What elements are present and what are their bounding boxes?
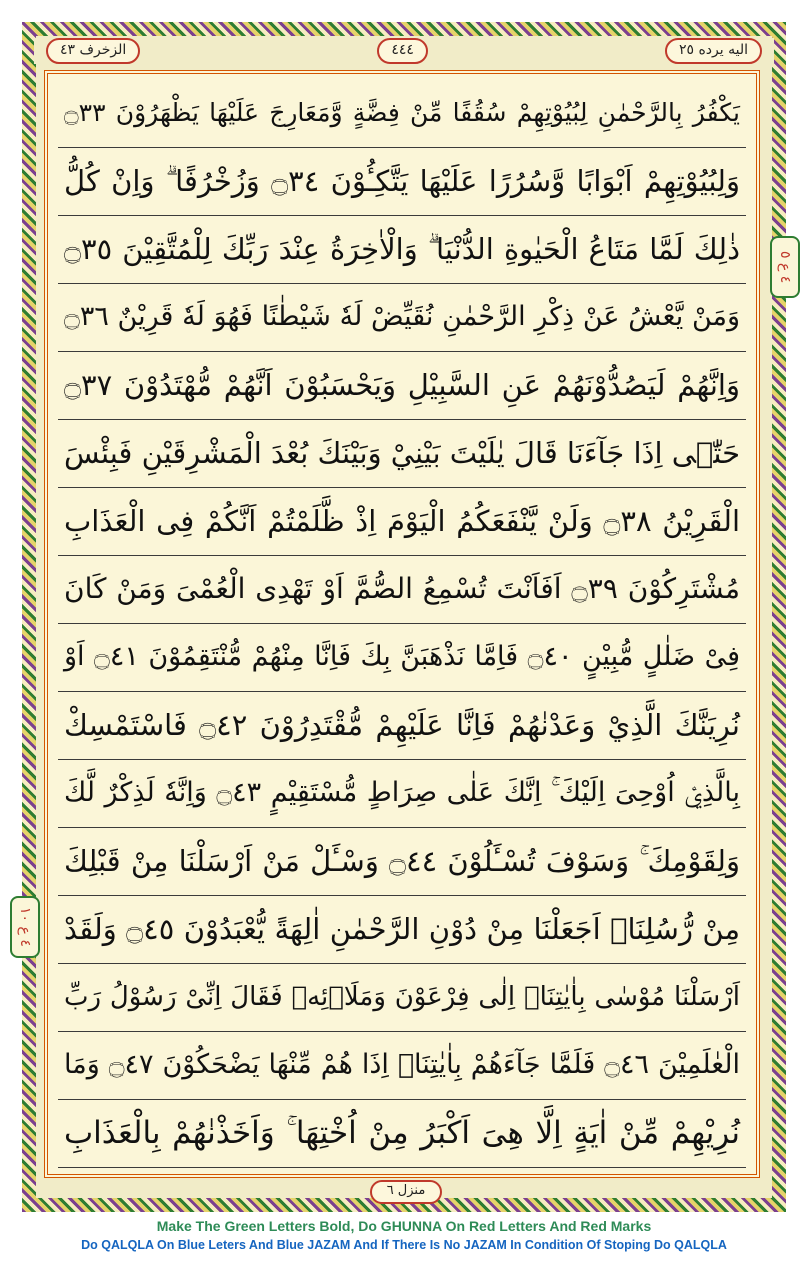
line-text: ذٰلِكَ لَمَّا مَتَاعُ الْحَيٰوةِ الدُّنْيَا ۗ وَالْاٰخِرَةُ عِنْدَ رَبِّكَ لِلْمُتَّقِيْنَ ۝٣٥ <box>64 231 740 266</box>
text-line <box>58 554 746 624</box>
text-line <box>58 622 746 692</box>
line-text: نُرِيَنَّكَ الَّذِيْ وَعَدْنٰهُمْ فَاِنَّا عَلَيْهِمْ مُّقْتَدِرُوْنَ ۝٤٢ فَاسْتَمْسِكْ <box>64 707 740 742</box>
line-text: مُشْتَرِكُوْنَ ۝٣٩ اَفَاَنْتَ تُسْمِعُ الصُّمَّ اَوْ تَهْدِى الْعُمْىَ وَمَنْ كَانَ <box>64 571 740 605</box>
text-line <box>58 826 746 896</box>
line-text: حَتّٰۤى اِذَا جَآءَنَا قَالَ يٰلَيْتَ بَيْنِيْ وَبَيْنَكَ بُعْدَ الْمَشْرِقَيْنِ فَبِئْسَ <box>64 435 740 470</box>
tajweed-note-1: Make The Green Letters Bold, Do GHUNNA On Red Letters And Red Marks <box>156 1218 652 1234</box>
line-text: الْعٰلَمِيْنَ ۝٤٦ فَلَمَّا جَآءَهُمْ بِاٰيٰتِنَاۤ اِذَا هُمْ مِّنْهَا يَضْحَكُوْنَ ۝٤٧ وَمَا <box>64 1048 741 1080</box>
text-line <box>58 214 746 284</box>
page-number: ٤٤٤ <box>377 38 428 64</box>
surah-label: الزخرف ٤٣ <box>46 38 140 64</box>
line-text: وَلِبُيُوْتِهِمْ اَبْوَابًا وَّسُرُرًا عَلَيْهَا يَتَّكِـُٔوْنَ ۝٣٤ وَزُخْرُفًا ۗ وَاِنْ كُلُّ <box>64 163 740 198</box>
line-text: نُرِيْهِمْ مِّنْ اٰيَةٍ اِلَّا هِىَ اَكْبَرُ مِنْ اُخْتِهَا ۚ وَاَخَذْنٰهُمْ بِالْعَذَابِ <box>64 1114 740 1151</box>
line-text: فِىْ ضَلٰلٍ مُّبِيْنٍ ۝٤٠ فَاِمَّا نَذْهَبَنَّ بِكَ فَاِنَّا مِنْهُمْ مُّنْتَقِمُوْنَ ۝٤١ اَوْ <box>64 640 740 672</box>
text-line <box>58 1098 746 1168</box>
ruku-badge-top: ٤ ع ٥ <box>770 236 800 298</box>
manzil-label: منزل ٦ <box>370 1180 442 1204</box>
text-line <box>58 486 746 556</box>
text-line <box>58 146 746 216</box>
line-text: وَمَنْ يَّعْشُ عَنْ ذِكْرِ الرَّحْمٰنِ نُقَيِّضْ لَهٗ شَيْطٰنًا فَهُوَ لَهٗ قَرِيْنٌ ۝٣٦ <box>64 300 740 332</box>
text-line <box>58 78 746 148</box>
text-line <box>58 1030 746 1100</box>
line-text: مِنْ رُّسُلِنَاۤ اَجَعَلْنَا مِنْ دُوْنِ الرَّحْمٰنِ اٰلِهَةً يُّعْبَدُوْنَ ۝٤٥ وَلَقَدْ <box>64 911 740 946</box>
line-text: وَاِنَّهُمْ لَيَصُدُّوْنَهُمْ عَنِ السَّبِيْلِ وَيَحْسَبُوْنَ اَنَّهُمْ مُّهْتَدُوْنَ ۝٣٧ <box>64 367 740 402</box>
text-line <box>58 350 746 420</box>
juz-label: اليه يرده ٢٥ <box>665 38 762 64</box>
text-line <box>58 894 746 964</box>
text-line <box>58 690 746 760</box>
text-line <box>58 758 746 828</box>
tajweed-note-2: Do QALQLA On Blue Leters And Blue JAZAM And If There Is No JAZAM In Condition Of Stoping Do QALQLA <box>81 1238 727 1252</box>
text-line <box>58 282 746 352</box>
line-text: اَرْسَلْنَا مُوْسٰى بِاٰيٰتِنَاۤ اِلٰى فِرْعَوْنَ وَمَلَا۟ئِهٖ فَقَالَ اِنِّىْ رَسُوْلُ رَبِّ <box>64 981 740 1012</box>
quran-page <box>44 70 760 1178</box>
ruku-badge-bottom: ٤ ع ١٠ <box>10 896 40 958</box>
line-text: وَلِقَوْمِكَ ۚ وَسَوْفَ تُسْـَٔلُوْنَ ۝٤٤ وَسْـَٔلْ مَنْ اَرْسَلْنَا مِنْ قَبْلِكَ <box>64 843 740 878</box>
text-line <box>58 418 746 488</box>
page-header <box>34 38 774 64</box>
line-text: بِالَّذِيْۤ اُوْحِىَ اِلَيْكَ ۚ اِنَّكَ عَلٰى صِرَاطٍ مُّسْتَقِيْمٍ ۝٤٣ وَاِنَّهٗ لَذِكْرٌ لَّكَ <box>64 776 740 808</box>
line-text: الْقَرِيْنُ ۝٣٨ وَلَنْ يَّنْفَعَكُمُ الْيَوْمَ اِذْ ظَّلَمْتُمْ اَنَّكُمْ فِى الْعَذَابِ <box>64 503 741 538</box>
text-line <box>58 962 746 1032</box>
line-text: يَكْفُرُ بِالرَّحْمٰنِ لِبُيُوْتِهِمْ سُقُفًا مِّنْ فِضَّةٍ وَّمَعَارِجَ عَلَيْهَا يَظْهَرُوْنَ ۝٣٣ <box>64 97 740 127</box>
